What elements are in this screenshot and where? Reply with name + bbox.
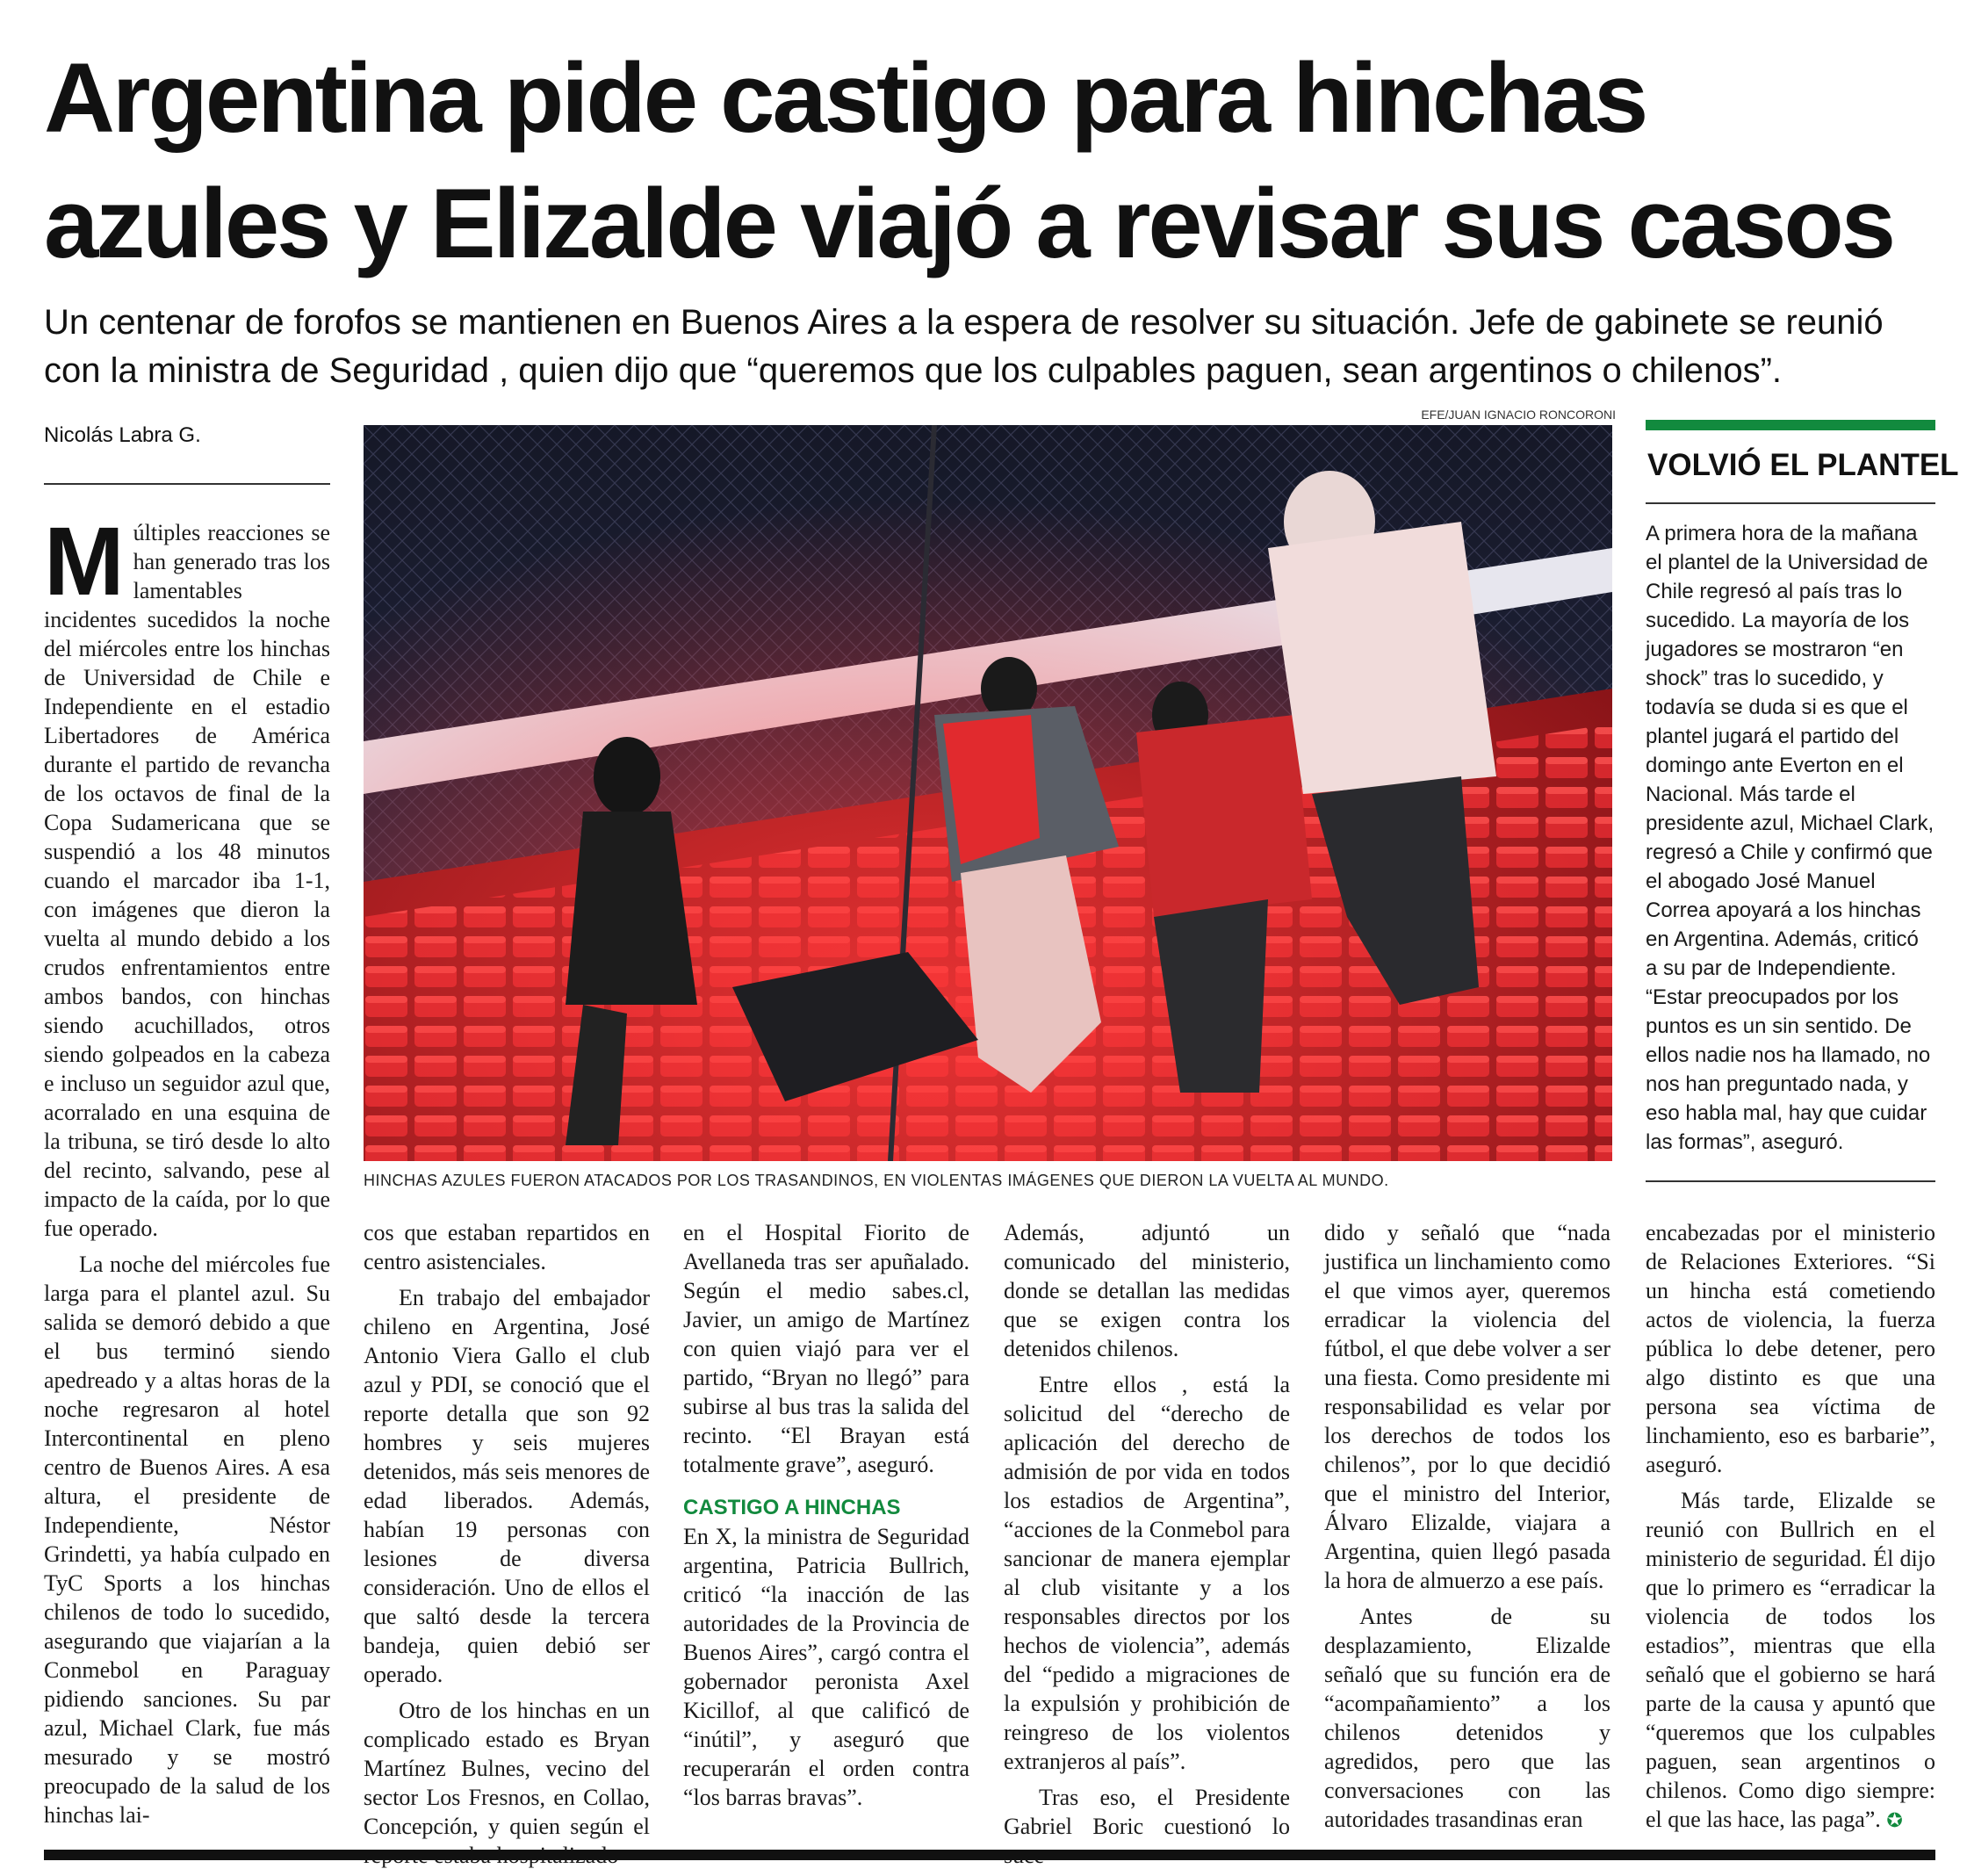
news-photo [364, 425, 1612, 1161]
headline: Argentina pide castigo para hinchas azules y Elizalde viajó a revisar sus casos [44, 43, 1894, 278]
lead-paragraph [44, 508, 330, 1243]
sidebar-accent-bar [1646, 420, 1935, 430]
lead-paragraph-text: últiples reacciones se han generado tras los lamentables incidentes sucedidos la noche del miércoles entre los hinchas de Universidad de Chile e Independiente en el estadio Libertadores de América durante el partido de revancha de los octavos de final de la Copa Sudamericana que se suspendió a los 48 minutos cuando el marcador iba 1-1, con imágenes que dieron la vuelta al mundo debido a los crudos enfrentamientos entre ambos bandos, con hinchas siendo acuchillados, otros siendo golpeados en la cabeza e incluso un seguidor azul que, acorralado en una esquina de la tribuna, se tiró desde lo alto del recinto, salvando, pese al impacto de la caída, por lo que fue operado. [44, 520, 330, 1241]
paragraph: cos que estaban repartidos en centro asistenciales. [364, 1220, 650, 1274]
paragraph: dido y señaló que “nada justifica un linchamiento como el que vimos ayer, queremos erradicar la violencia del fútbol, el que debe volver a ser una fiesta. Como presidente mi responsabilidad es velar por los derechos de todos los chilenos”, por lo que decidió que el ministro del Interior, Álvaro Elizalde, viajara a Argentina, quien llegó pasada la hora de almuerzo a ese país. [1324, 1220, 1610, 1593]
article-column-5 [1324, 1218, 1610, 1834]
paragraph: En trabajo del embajador chileno en Argentina, José Antonio Viera Gallo el club azul y PDI, se conoció que el reporte detalla que son 92 hombres y seis mujeres detenidos, más seis menores de edad liberados. Además, habían 19 personas con lesiones de diversa consideración. Uno de ellos el que saltó desde la tercera bandeja, quien debió ser operado. [364, 1285, 650, 1687]
paragraph-text: Más tarde, Elizalde se reunió con Bullrich en el ministerio de seguridad. Él dijo que lo primero es “erradicar la violencia de todos los estadios”, mientras que ella señaló que el gobierno se hará parte de la causa y apuntó que “queremos que los culpables paguen, sean argentinos o chilenos. Como digo siempre: el que las hace, las paga”. [1646, 1488, 1935, 1832]
dropcap: M [44, 508, 125, 616]
article-column-6 [1646, 1218, 1935, 1835]
paragraph: Otro de los hinchas en un complicado estado es Bryan Martínez Bulnes, vecino del sector Los Fresnos, en Collao, Concepción, y quien según el [364, 1698, 650, 1839]
section-heading: CASTIGO A HINCHAS [683, 1496, 901, 1519]
paragraph: encabezadas por el ministerio de Relaciones Exteriores. “Si un hincha está cometiendo actos de violencia, la fuerza pública lo debe detener, pero algo distinto es que una persona sea víctima de linchamiento, eso es barbarie”, aseguró. [1646, 1220, 1935, 1477]
paragraph: en el Hospital Fiorito de Avellaneda tras ser apuñalado. Según el medio sabes.cl, Javier, un amigo de Martínez con quien viajó para ver el partido, “Bryan no llegó” para subirse al bus tras la salida del recinto. “El Brayan está totalmente grave”, aseguró. [683, 1220, 969, 1477]
sidebar-title: VOLVIÓ EL PLANTEL [1647, 448, 1959, 482]
paragraph [1646, 1486, 1935, 1835]
paragraph: Entre ellos , está la solicitud del “derecho de aplicación del derecho de admisión de por vida en todos los estadios de Argentina”, “acciones de la Conmebol para sancionar de manera ejemplar al club visitante y a los responsables directos por los hechos de violencia”, además del “pedido a migraciones de la expulsión y prohibición de reingreso de los violentos extranjeros al país”. [1004, 1372, 1290, 1774]
photo-credit: EFE/JUAN IGNACIO RONCORONI [1421, 408, 1616, 422]
sidebar-end-divider [1646, 1180, 1935, 1182]
byline-divider [44, 483, 330, 485]
paragraph: Tras eso, el Presidente Gabriel Boric cuestionó lo [1004, 1785, 1290, 1839]
bottom-rule [44, 1850, 1935, 1860]
article-column-1 [44, 508, 330, 1829]
subhead: Un centenar de forofos se mantienen en Buenos Aires a la espera de resolver su situación. Jefe de gabinete se reunió con la ministra de Seguridad , quien dijo que “queremos que los culpables paguen, sean argentinos o chilenos”. [44, 303, 1884, 390]
paragraph: La noche del miércoles fue larga para el plantel azul. Su salida se demoró debido a que el bus terminó siendo apedreado y a altas horas de la noche regresaron al hotel Intercontinental en pleno centro de Buenos Aires. A esa altura, el presidente de Independiente, Néstor Grindetti, ya había culpado en TyC Sports a los hinchas chilenos de todo lo sucedido, asegurando que viajarían a la Conmebol en Paraguay pidiendo sanciones. Su par azul, Michael Clark, fue más mesurado y se mostró preocupado de la salud de los hinchas lai- [44, 1252, 330, 1828]
article-column-3 [683, 1218, 969, 1812]
article-column-4 [1004, 1218, 1290, 1870]
end-mark-icon: ✪ [1886, 1809, 1903, 1831]
paragraph: Antes de su desplazamiento, Elizalde señaló que su función era de “acompañamiento” a los chilenos detenidos y agredidos, pero que las conversaciones con las autoridades trasandinas eran [1324, 1604, 1610, 1832]
photo-caption: HINCHAS AZULES FUERON ATACADOS POR LOS TRASANDINOS, EN VIOLENTAS IMÁGENES QUE DIERON LA VUELTA AL MUNDO. [364, 1172, 1389, 1189]
article-column-2 [364, 1218, 650, 1870]
byline: Nicolás Labra G. [44, 423, 201, 447]
sidebar-divider [1646, 502, 1935, 504]
paragraph: Además, adjuntó un comunicado del ministerio, donde se detallan las medidas que se exigen contra los detenidos chilenos. [1004, 1220, 1290, 1361]
paragraph: En X, la ministra de Seguridad argentina, Patricia Bullrich, criticó “la inacción de las autoridades de la Provincia de Buenos Aires”, cargó contra el gobernador peronista Axel Kicillof, al que calificó de “inútil”, y aseguró que recuperarán el orden contra “los barras bravas”. [683, 1524, 969, 1810]
sidebar-text: A primera hora de la mañana el plantel de la Universidad de Chile regresó al país tras lo sucedido. La mayoría de los jugadores se mostraron “en shock” tras lo sucedido, y todavía se duda si es que el plantel jugará el partido del domingo ante Everton en el Nacional. Más tarde el presidente azul, Michael Clark, regresó a Chile y confirmó que el abogado José Manuel Correa apoyará a los hinchas en Argentina. Además, criticó a su par de Independiente. “Estar preocupados por los puntos es un sin sentido. De ellos nadie nos ha llamado, no nos han preguntado nada, y eso habla mal, hay que cuidar las formas”, aseguró. [1646, 522, 1935, 1154]
